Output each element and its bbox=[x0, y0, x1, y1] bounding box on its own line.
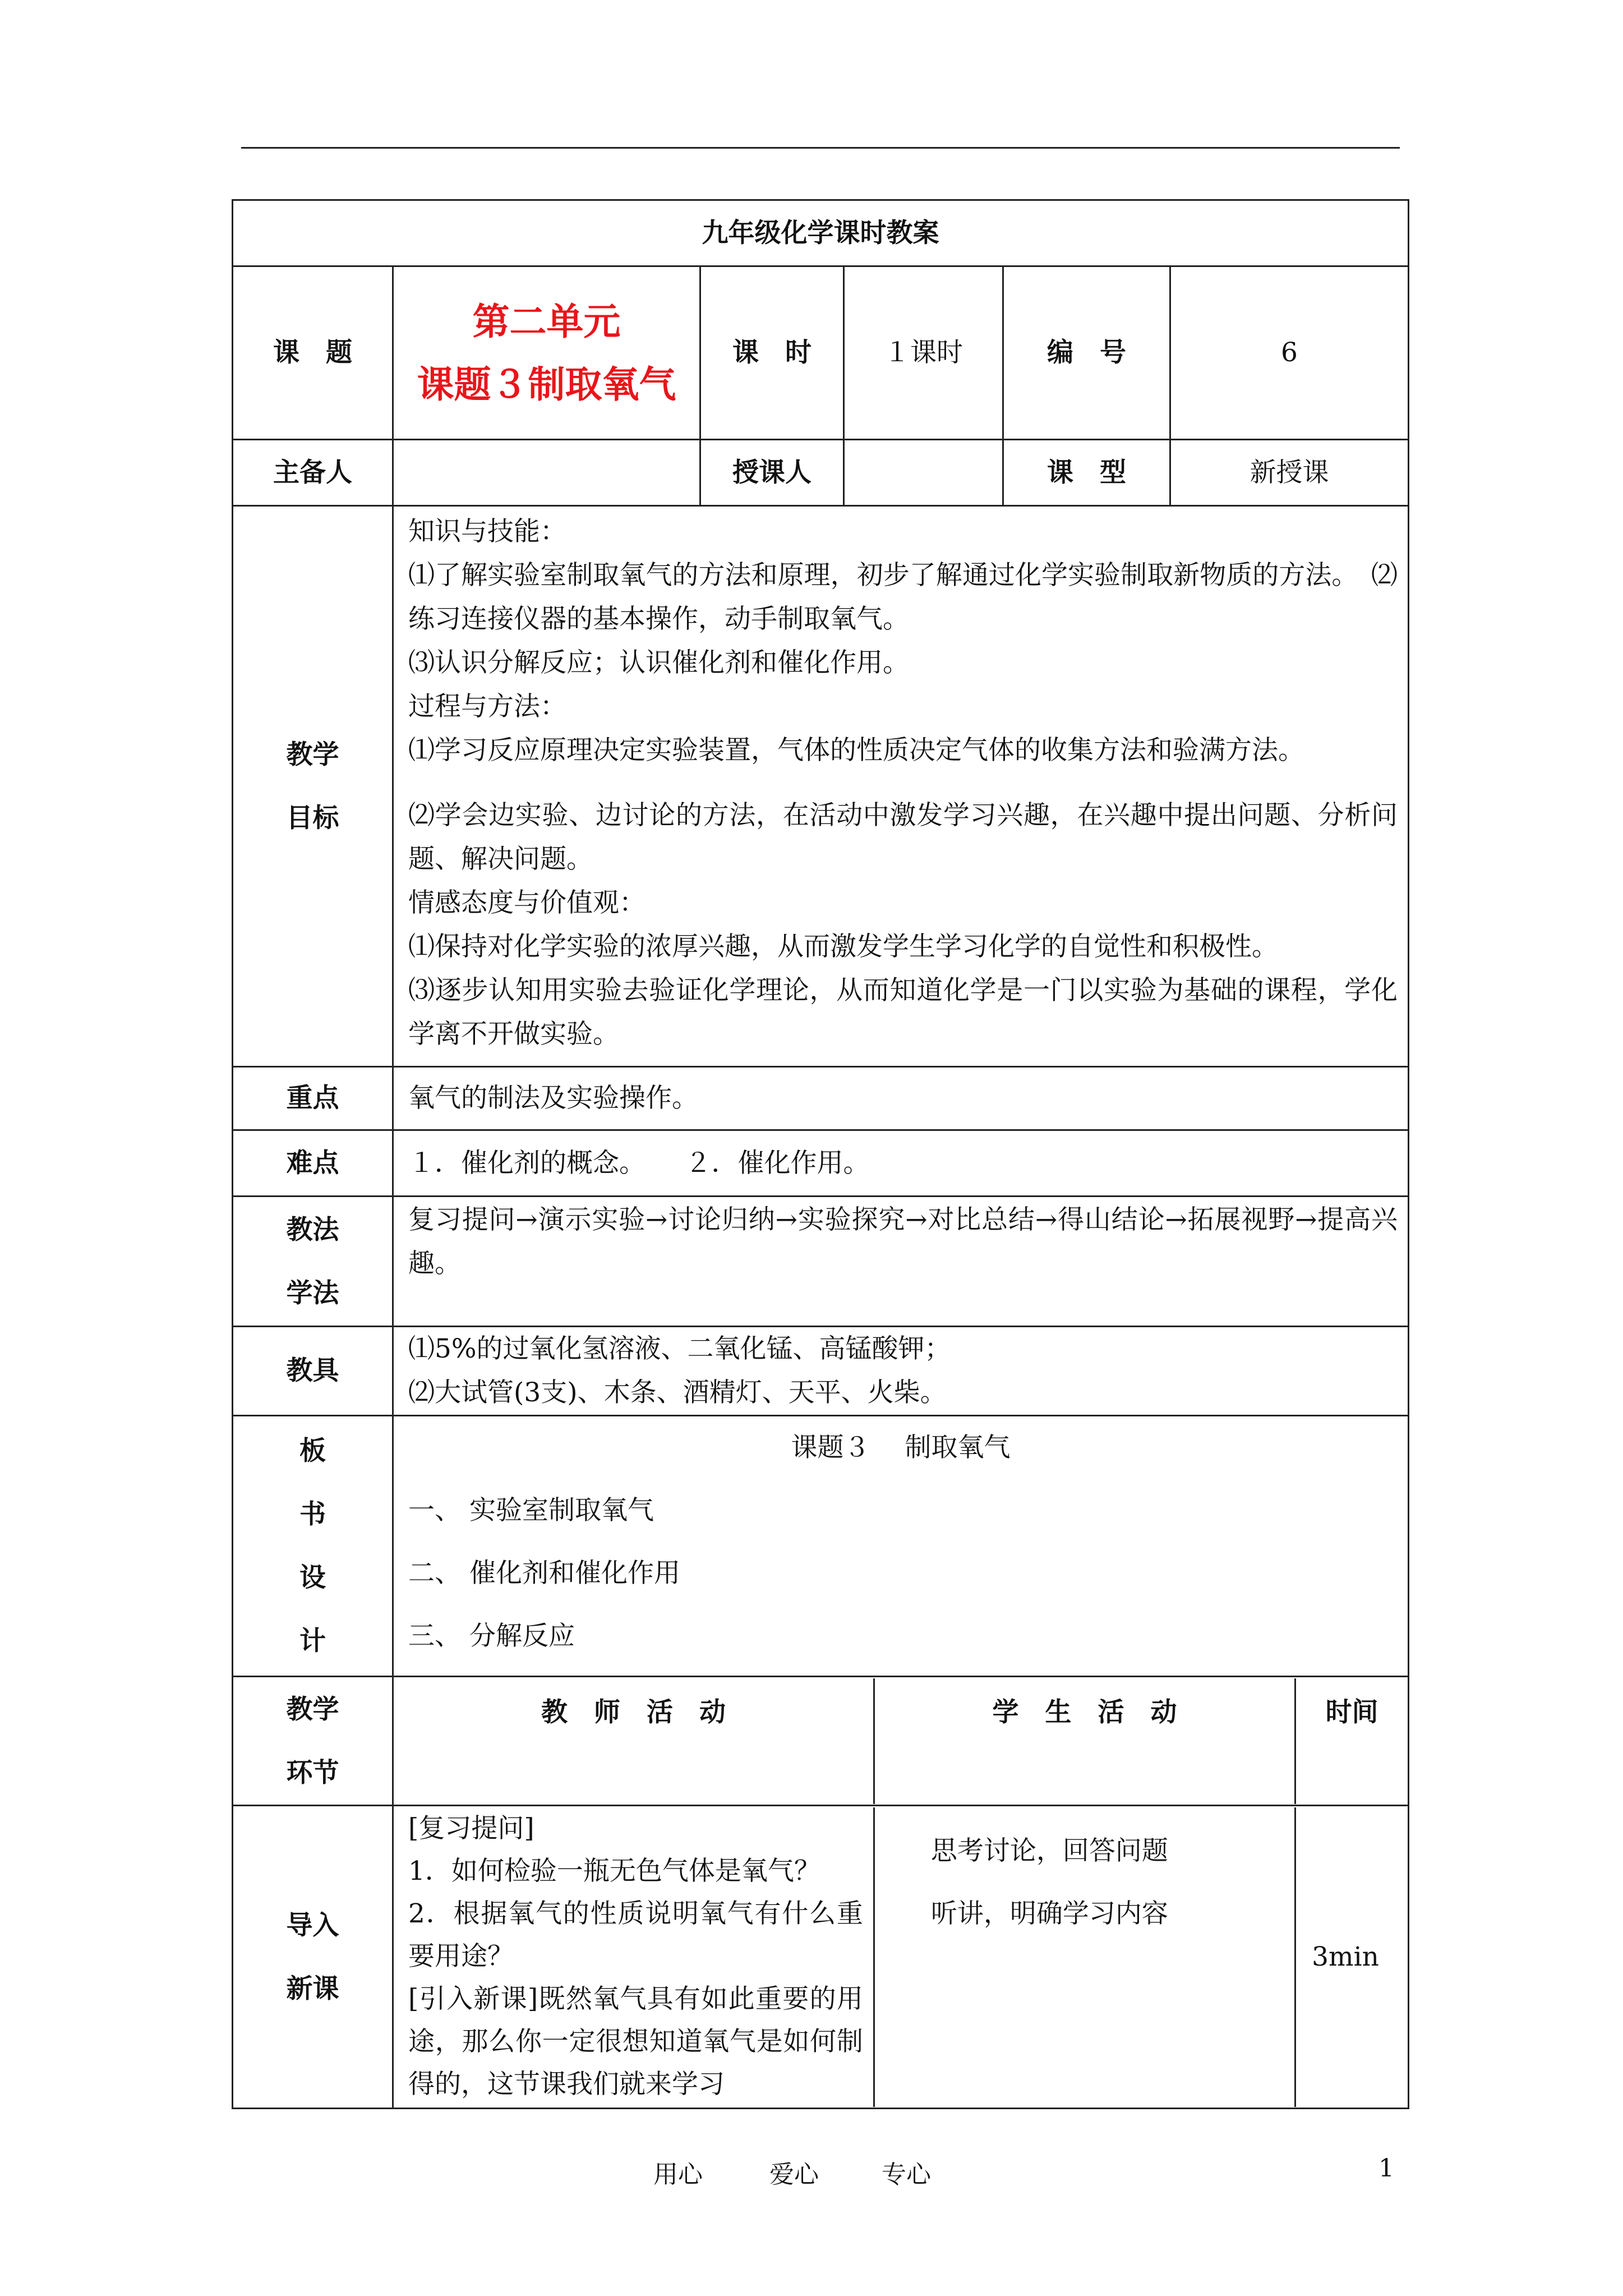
teacher-activity-header: 教 师 活 动 bbox=[394, 1678, 874, 1804]
method-value: 复习提问→演示实验→讨论归纳→实验探究→对比总结→得山结论→拓展视野→提高兴趣。 bbox=[408, 1204, 1398, 1279]
tools-content bbox=[393, 1327, 1409, 1416]
intro-row bbox=[233, 1806, 1409, 2109]
number-label: 编 号 bbox=[1003, 266, 1170, 440]
intro-teacher-activity bbox=[394, 1807, 874, 2107]
period-label: 课 时 bbox=[700, 266, 844, 440]
goals-line: 知识与技能： bbox=[408, 516, 566, 547]
topic-cell bbox=[393, 266, 700, 440]
difficulty-text bbox=[393, 1130, 1409, 1197]
goals-label-2: 目标 bbox=[286, 802, 339, 834]
board-item: 一、 实验室制取氧气 bbox=[408, 1495, 654, 1526]
process-header-cells bbox=[393, 1677, 1409, 1806]
intro-stage bbox=[233, 1806, 393, 2109]
goals-line: 情感态度与价值观： bbox=[408, 887, 645, 918]
difficulty-label: 难点 bbox=[233, 1130, 393, 1197]
student-activity-header: 学 生 活 动 bbox=[874, 1678, 1295, 1804]
intro-teacher-line: [引入新课]既然氧气具有如此重要的用途，那么你一定很想知道氧气是如何制得的，这节课我们就来学习 bbox=[408, 1983, 863, 2100]
process-header-inner bbox=[394, 1678, 1408, 1804]
footer-word: 专心 bbox=[882, 2160, 931, 2189]
method-label-2: 学法 bbox=[286, 1277, 339, 1309]
goals-line: 过程与方法： bbox=[408, 691, 566, 722]
method-row bbox=[233, 1197, 1409, 1327]
plan-title: 九年级化学课时教案 bbox=[233, 200, 1409, 266]
intro-teacher-line: 1．如何检验一瓶无色气体是氧气？ bbox=[408, 1855, 820, 1887]
tools-line: ⑵大试管(3支)、木条、酒精灯、天平、火柴。 bbox=[408, 1377, 947, 1408]
intro-student-line: 思考讨论，回答问题 bbox=[930, 1835, 1168, 1866]
preparer-row bbox=[233, 440, 1409, 506]
goals-label bbox=[233, 506, 393, 1067]
method-label-1: 教法 bbox=[286, 1214, 339, 1245]
process-header-row bbox=[233, 1677, 1409, 1806]
type-label: 课 型 bbox=[1003, 440, 1170, 506]
period-value: １课时 bbox=[844, 266, 1003, 440]
lesson-title: 课题３制取氧气 bbox=[417, 362, 676, 406]
intro-teacher-line: 2．根据氧气的性质说明氧气有什么重要用途？ bbox=[408, 1898, 863, 1972]
method-label bbox=[233, 1197, 393, 1327]
number-value: 6 bbox=[1170, 266, 1409, 440]
goals-content bbox=[393, 506, 1409, 1067]
board-item: 二、 催化剂和催化作用 bbox=[408, 1558, 680, 1589]
goals-label-1: 教学 bbox=[286, 739, 339, 770]
intro-cells bbox=[393, 1806, 1409, 2109]
teacher-label: 授课人 bbox=[700, 440, 844, 506]
goals-line: ⑶认识分解反应；认识催化剂和催化作用。 bbox=[408, 647, 909, 678]
board-content bbox=[393, 1416, 1409, 1677]
goals-line: ⑴了解实验室制取氧气的方法和原理，初步了解通过化学实验制取新物质的方法。 ⑵练习连接仪器的基本操作，动手制取氧气。 bbox=[408, 560, 1398, 634]
time-header: 时间 bbox=[1325, 1696, 1378, 1728]
goals-gap bbox=[394, 772, 1408, 794]
board-row bbox=[233, 1416, 1409, 1677]
board-label-char: 设 bbox=[299, 1562, 326, 1593]
stage-header-2: 环节 bbox=[286, 1757, 339, 1788]
key-point-value: 氧气的制法及实验操作。 bbox=[408, 1083, 698, 1114]
intro-student-line: 听讲，明确学习内容 bbox=[930, 1898, 1168, 1929]
stage-header bbox=[233, 1677, 393, 1806]
board-label-char: 计 bbox=[299, 1626, 326, 1657]
key-point-row bbox=[233, 1067, 1409, 1130]
goals-row bbox=[233, 506, 1409, 1067]
preparer-value bbox=[393, 440, 700, 506]
lesson-plan-table bbox=[232, 199, 1409, 2109]
board-label-char: 板 bbox=[299, 1435, 326, 1466]
intro-stage-2: 新课 bbox=[286, 1973, 339, 2004]
tools-line: ⑴5%的过氧化氢溶液、二氧化锰、高锰酸钾； bbox=[408, 1333, 951, 1364]
preparer-label: 主备人 bbox=[233, 440, 393, 506]
stage-header-1: 教学 bbox=[286, 1694, 339, 1725]
intro-teacher-line: [复习提问] bbox=[408, 1812, 534, 1844]
difficulty-row bbox=[233, 1130, 1409, 1197]
board-item: 三、 分解反应 bbox=[408, 1621, 575, 1651]
goals-line: ⑶逐步认知用实验去验证化学理论，从而知道化学是一门以实验为基础的课程，学化学离不开做实验。 bbox=[408, 975, 1398, 1050]
key-point-label: 重点 bbox=[233, 1067, 393, 1130]
key-point-text bbox=[393, 1067, 1409, 1130]
footer-word: 用心 bbox=[653, 2160, 703, 2189]
tools-label: 教具 bbox=[233, 1327, 393, 1416]
goals-line: ⑵学会边实验、边讨论的方法，在活动中激发学习兴趣，在兴趣中提出问题、分析问题、解决问题。 bbox=[408, 800, 1398, 875]
type-value: 新授课 bbox=[1170, 440, 1409, 506]
topic-row bbox=[233, 266, 1409, 440]
topic-label: 课 题 bbox=[233, 266, 393, 440]
board-label bbox=[233, 1416, 393, 1677]
intro-time: 3min bbox=[1312, 1941, 1379, 1972]
title-row bbox=[233, 200, 1409, 266]
board-heading: 课题３ 制取氧气 bbox=[791, 1432, 1011, 1463]
intro-stage-1: 导入 bbox=[286, 1910, 339, 1941]
teacher-value bbox=[844, 440, 1003, 506]
footer-word: 爱心 bbox=[769, 2160, 819, 2189]
page-number: 1 bbox=[1378, 2154, 1394, 2183]
goals-line: ⑴保持对化学实验的浓厚兴趣，从而激发学生学习化学的自觉性和积极性。 bbox=[408, 931, 1278, 962]
intro-student-activity bbox=[874, 1807, 1295, 2107]
tools-row bbox=[233, 1327, 1409, 1416]
difficulty-value: １．催化剂的概念。 ２．催化作用。 bbox=[408, 1147, 870, 1179]
header-rule bbox=[241, 147, 1400, 149]
unit-title: 第二单元 bbox=[472, 300, 621, 343]
method-text bbox=[393, 1197, 1409, 1327]
intro-inner bbox=[394, 1807, 1408, 2107]
goals-line: ⑴学习反应原理决定实验装置，气体的性质决定气体的收集方法和验满方法。 bbox=[408, 735, 1304, 766]
board-label-char: 书 bbox=[299, 1499, 326, 1530]
